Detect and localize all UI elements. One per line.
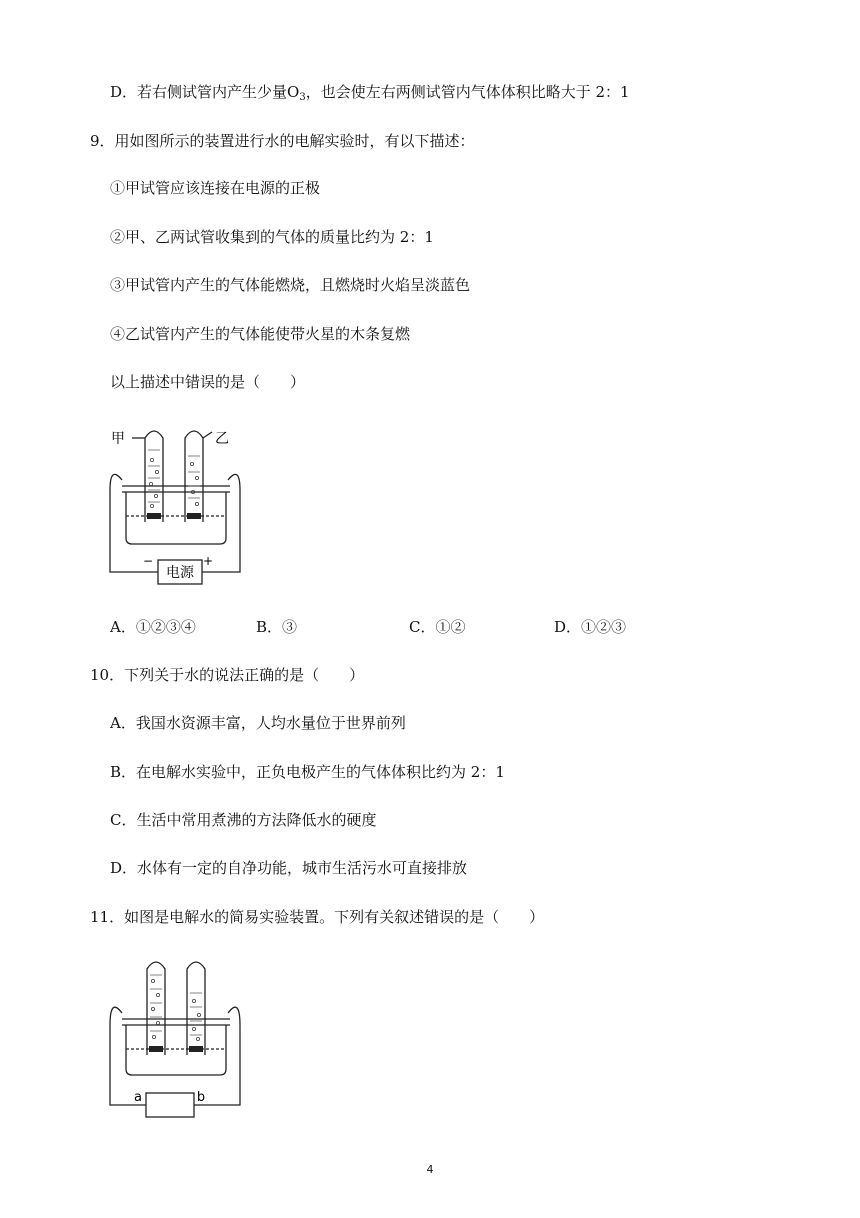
q10-option-c: C．生活中常用煮沸的方法降低水的硬度 (110, 811, 377, 829)
q9-statement-3: ③甲试管内产生的气体能燃烧，且燃烧时火焰呈淡蓝色 (110, 276, 471, 294)
power-source-label: 电源 (166, 565, 194, 581)
q9-statement-1: ①甲试管应该连接在电源的正极 (110, 179, 321, 197)
q9-electrolysis-figure (100, 420, 250, 590)
tube-label-yi: 乙 (215, 431, 229, 447)
q10-option-d: D．水体有一定的自净功能，城市生活污水可直接排放 (110, 859, 468, 877)
plus-sign: + (202, 554, 214, 568)
q9-stem: 9．用如图所示的装置进行水的电解实验时，有以下描述： (90, 132, 475, 150)
q9-prompt: 以上描述中错误的是（ ） (110, 373, 306, 391)
q8-option-d: D．若右侧试管内产生少量$O_3$，也会使左右两侧试管内气体体积比略大于 2：1 (110, 83, 630, 103)
q9-statement-4: ④乙试管内产生的气体能使带火星的木条复燃 (110, 325, 411, 343)
q9-option-a: A．①②③④ (110, 618, 196, 636)
q10-option-a: A．我国水资源丰富，人均水量位于世界前列 (110, 714, 406, 732)
electrode-label-b: b (196, 1090, 206, 1105)
tube-label-jia: 甲 (111, 431, 125, 447)
q11-electrolysis-figure (100, 955, 250, 1125)
q11-stem: 11．如图是电解水的简易实验装置。下列有关叙述错误的是（ ） (90, 908, 545, 926)
q9-option-b: B．③ (256, 618, 298, 636)
q9-statement-2: ②甲、乙两试管收集到的气体的质量比约为 2：1 (110, 228, 434, 246)
q10-stem: 10．下列关于水的说法正确的是（ ） (90, 666, 365, 684)
q9-option-c: C．①② (409, 618, 466, 636)
electrode-label-a: a (134, 1090, 142, 1105)
page-number: 4 (426, 1163, 434, 1176)
minus-sign: − (142, 554, 154, 568)
q9-option-d: D．①②③ (554, 618, 627, 636)
q10-option-b: B．在电解水实验中，正负电极产生的气体体积比约为 2：1 (110, 763, 505, 781)
